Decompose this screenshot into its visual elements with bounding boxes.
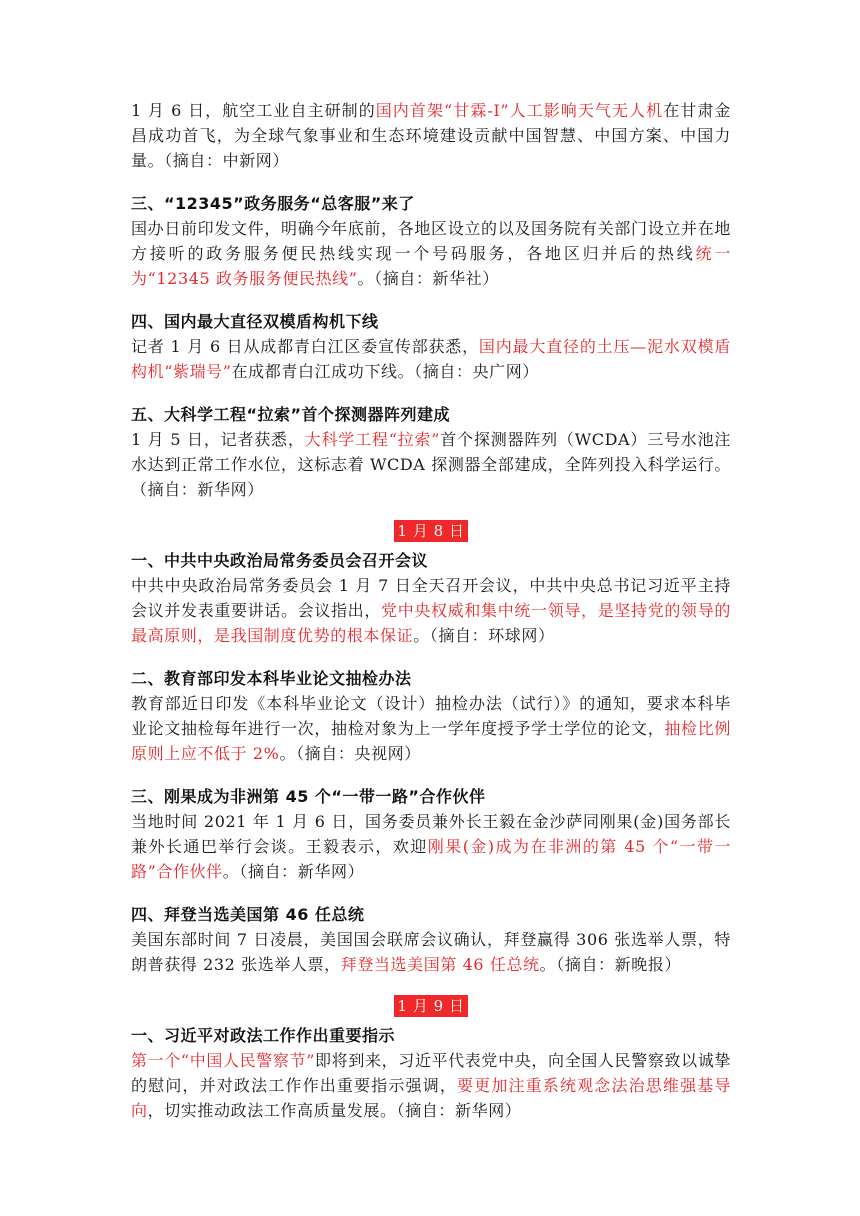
news-item-tunnel-machine	[131, 309, 731, 384]
highlight-text: 大科学工程“拉索”	[304, 430, 441, 449]
highlight-text: 国内最大直径的土压—泥水双模盾构机“紫瑞号”	[131, 337, 731, 381]
highlight-text: 统一为“12345 政务服务便民热线”	[131, 244, 731, 288]
body-text: ，切实推动政法工作高质量发展。（摘自：新华网）	[147, 1101, 522, 1120]
news-title: 二、教育部印发本科毕业论文抽检办法	[131, 669, 412, 688]
news-body	[131, 334, 731, 384]
body-text: 记者 1 月 6 日从成都青白江区委宣传部获悉，	[131, 337, 479, 356]
body-text: 。（摘自：新华网）	[222, 862, 365, 881]
news-title: 五、大科学工程“拉索”首个探测器阵列建成	[131, 405, 451, 424]
body-text: 即将到来，习近平代表党中央，向全国人民警察致以诚挚的慰问，并对政法工作作出重要指示强调，	[131, 1051, 731, 1095]
news-item-drone	[131, 98, 731, 173]
body-text: 1 月 6 日，航空工业自主研制的	[131, 101, 376, 120]
highlight-text: 第一个“中国人民警察节”	[131, 1051, 315, 1070]
news-item-biden	[131, 902, 731, 977]
highlight-text: 要更加注重系统观念法治思维强基导向	[131, 1076, 731, 1120]
body-text: 国办日前印发文件，明确今年底前，各地区设立的以及国务院有关部门设立并在地方接听的政务服务便民热线实现一个号码服务，各地区归并后的热线	[131, 219, 731, 263]
body-text: 美国东部时间 7 日凌晨，美国国会联席会议确认，拜登赢得 306 张选举人票，特朗普获得 232 张选举人票，	[131, 930, 731, 974]
date-badge: 1 月 9 日	[394, 995, 469, 1017]
body-text: 。（摘自：央视网）	[279, 744, 421, 763]
date-header-jan9	[131, 995, 731, 1019]
news-title: 四、拜登当选美国第 46 任总统	[131, 905, 365, 924]
news-title: 一、中共中央政治局常务委员会召开会议	[131, 551, 429, 570]
news-body	[131, 216, 731, 291]
body-text: 当地时间 2021 年 1 月 6 日，国务委员兼外长王毅在金沙萨同刚果(金)国务部长兼外长通巴举行会谈。王毅表示，欢迎	[131, 812, 731, 856]
body-text: 教育部近日印发《本科毕业论文（设计）抽检办法（试行）》的通知，要求本科毕业论文抽检每年进行一次，抽检对象为上一学年度授予学士学位的论文，	[131, 694, 731, 738]
highlight-text: 国内首架“甘霖-I”人工影响天气无人机	[375, 101, 664, 120]
body-text: 在甘肃金昌成功首飞，为全球气象事业和生态环境建设贡献中国智慧、中国方案、中国力量。（摘自：中新网）	[131, 101, 731, 170]
news-item-lhaaso	[131, 402, 731, 502]
news-item-congo	[131, 784, 731, 884]
highlight-text: 党中央权威和集中统一领导，是坚持党的领导的最高原则，是我国制度优势的根本保证	[131, 601, 731, 645]
body-text: 中共中央政治局常务委员会 1 月 7 日全天召开会议，中共中央总书记习近平主持会议并发表重要讲话。会议指出，	[131, 576, 731, 620]
news-body	[131, 427, 731, 502]
date-badge: 1 月 8 日	[394, 520, 469, 542]
news-title: 三、刚果成为非洲第 45 个“一带一路”合作伙伴	[131, 787, 486, 806]
news-item-12345	[131, 191, 731, 291]
body-text: 。（摘自：新华社）	[357, 269, 499, 288]
body-text: 1 月 5 日，记者获悉，	[131, 430, 305, 449]
news-body	[131, 691, 731, 766]
news-body	[131, 573, 731, 648]
body-text: 。（摘自：新晚报）	[539, 955, 682, 974]
highlight-text: 拜登当选美国第 46 任总统	[340, 955, 540, 974]
body-text: 首个探测器阵列（WCDA）三号水池注水达到正常工作水位，这标志着 WCDA 探测器全部建成，全阵列投入科学运行。（摘自：新华网）	[131, 430, 732, 499]
highlight-text: 刚果(金)成为在非洲的第 45 个“一带一路”合作伙伴	[131, 837, 732, 881]
news-item-thesis-check	[131, 666, 731, 766]
news-title: 三、“12345”政务服务“总客服”来了	[131, 194, 415, 213]
highlight-text: 抽检比例原则上应不低于 2%	[131, 719, 731, 763]
news-body	[131, 1048, 731, 1123]
news-body	[131, 98, 731, 173]
news-title: 一、习近平对政法工作作出重要指示	[131, 1026, 396, 1045]
news-body	[131, 927, 731, 977]
news-item-political-legal	[131, 1023, 731, 1123]
body-text: 。（摘自：环球网）	[413, 626, 555, 645]
news-title: 四、国内最大直径双模盾构机下线	[131, 312, 379, 331]
news-body	[131, 809, 731, 884]
news-content	[131, 98, 731, 1141]
news-item-politburo	[131, 548, 731, 648]
date-header-jan8	[131, 520, 731, 544]
body-text: 在成都青白江成功下线。（摘自：央广网）	[231, 362, 539, 381]
